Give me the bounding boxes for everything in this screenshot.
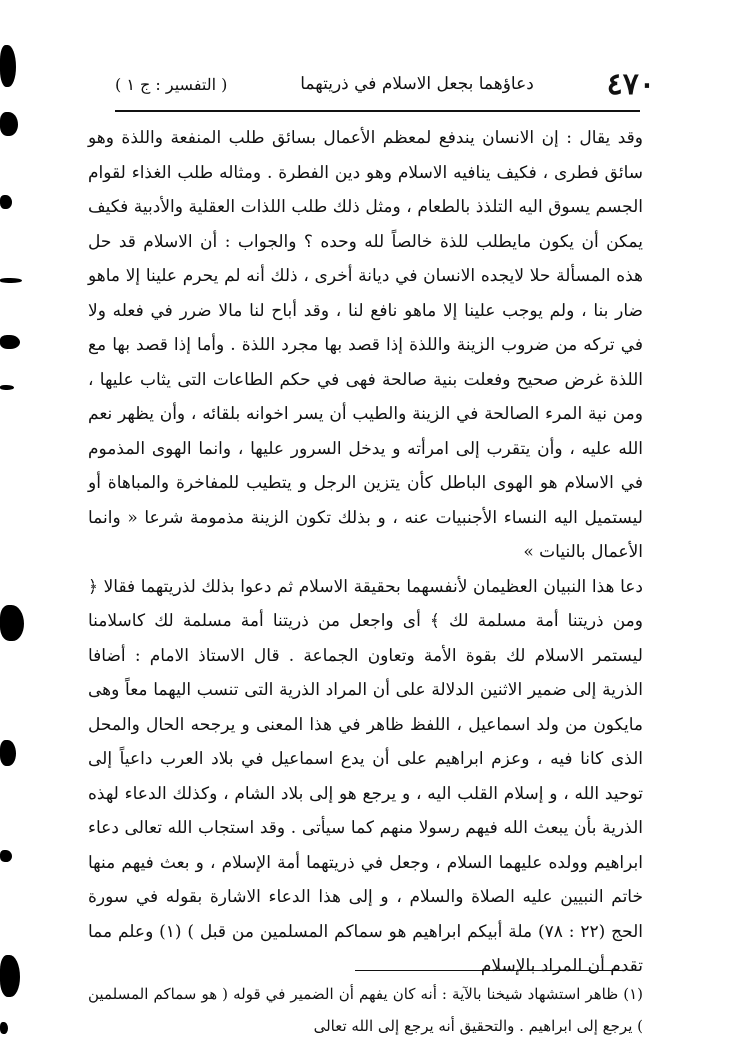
running-title: دعاؤهما بجعل الاسلام في ذريتهما [300, 74, 534, 94]
scan-mark [0, 740, 16, 766]
paragraph: دعا هذا النبيان العظيمان لأنفسهما بحقيقة الاسلام ثم دعوا بذلك لذريتهما فقالا ﴿ ومن ذريتنا أمة مسلمة لك ﴾ أى واجعل من ذريتنا أمة مسلمة لك كاسلامنا ليستمر الاسلام لك بقوة الأمة وتعاون الجماعة . قال الاستاذ الامام : أضافا الذرية إلى ضمير الاثنين الدلالة على أن المراد الذرية التى تنسب اليهما معاً وهى مايكون من ولد اسماعيل ، اللفظ ظاهر في هذا المعنى و يرجحه الحال والمحل الذى كانا فيه ، وعزم ابراهيم على أن يدع اسماعيل في بلاد العرب داعياً إلى توحيد الله ، و إسلام القلب اليه ، و يرجع هو إلى بلاد الشام ، وكذلك الدعاء لهذه الذرية بأن يبعث الله فيهم رسولا منهم كما سيأتى . وقد استجاب الله تعالى دعاء ابراهيم وولده عليهما السلام ، وجعل في ذريتهما أمة الإسلام ، و بعث فيهم منها خاتم النبيين عليه الصلاة والسلام ، و إلى هذا الدعاء الاشارة بقوله في سورة الحج (٢٢ : ٧٨) ملة أبيكم ابراهيم هو سماكم المسلمين من قبل ) (١) وعلم مما تقدم أن المراد بالإسلام [88, 576, 643, 976]
scan-mark [0, 278, 22, 283]
footnote [88, 978, 643, 1042]
body-text [88, 121, 643, 984]
scan-mark [0, 335, 20, 349]
scan-mark [0, 850, 12, 862]
scan-mark [0, 955, 20, 997]
header-rule [115, 110, 640, 112]
scan-mark [0, 45, 16, 87]
scan-mark [0, 112, 18, 136]
section-label: ( التفسير : ج ١ ) [115, 74, 228, 94]
footnote-rule [355, 970, 625, 971]
scan-mark [0, 1022, 8, 1034]
scan-mark [0, 605, 24, 641]
scan-mark [0, 195, 12, 209]
paragraph: وقد يقال : إن الانسان يندفع لمعظم الأعمال بسائق طلب المنفعة واللذة وهو سائق فطرى ، فكيف ينافيه الاسلام وهو دين الفطرة . ومثاله طلب الغذاء لقوام الجسم يسوق اليه التلذذ بالطعام ، ومثل ذلك طلب اللذات العقلية والأدبية فكيف يمكن أن يكون مايطلب للذة خالصاً لله وحده ؟ والجواب : أن الاسلام قد حل هذه المسألة حلا لايجده الانسان في ديانة أخرى ، ذلك أنه لم يحرم علينا إلا ماهو ضار بنا ، ولم يوجب علينا إلا ماهو نافع لنا ، وقد أباح لنا مالا ضرر في فعله ولا في تركه من ضروب الزينة واللذة إذا قصد بها مجرد اللذة . وأما إذا قصد بها مع اللذة غرض صحيح وفعلت بنية صالحة فهى في حكم الطاعات التى يثاب عليها ، ومن نية المرء الصالحة في الزينة والطيب أن يسر اخوانه بلقائه ، وأن يظهر نعم الله عليه ، وأن يتقرب إلى امرأته و يدخل السرور عليها ، وانما الهوى المذموم في الاسلام هو الهوى الباطل كأن يتزين الرجل و يتطيب للمفاخرة والمباهاة أو ليستميل اليه النساء الأجنبيات عنه ، و بذلك تكون الزينة مذمومة شرعا « وانما الأعمال بالنيات » [88, 128, 643, 562]
page-header [115, 64, 655, 104]
footnote-text: (١) ظاهر استشهاد شيخنا بالآية : أنه كان يفهم أن الضمير في قوله ( هو سماكم المسلمين ) يرجع إلى ابراهيم . والتحقيق أنه يرجع إلى الله تعالى [88, 985, 643, 1035]
scan-mark [0, 385, 14, 390]
page-number: ٤٧٠ [606, 66, 655, 102]
